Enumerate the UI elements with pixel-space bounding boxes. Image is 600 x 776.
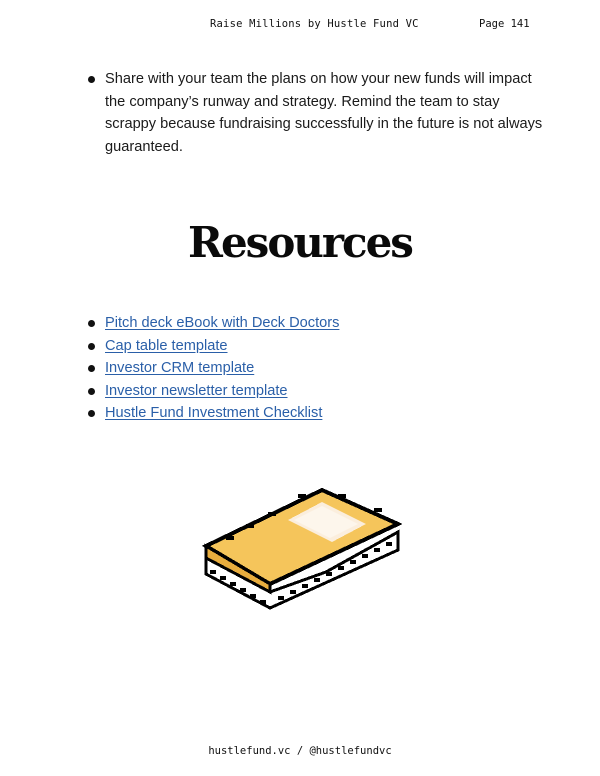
pixel-book-icon	[198, 488, 402, 616]
resource-item-investor-crm	[88, 357, 548, 380]
section-title: Resources	[188, 218, 412, 267]
resource-item-newsletter	[88, 380, 548, 403]
resource-item-cap-table	[88, 335, 548, 358]
intro-text: Share with your team the plans on how your new funds will impact the company’s runway and strategy. Remind the team to stay scrappy because fundraising successfully in the future is not always guaranteed.	[105, 71, 543, 155]
investor-newsletter-template-link[interactable]: Investor newsletter template	[105, 382, 288, 399]
intro-bullet-row	[88, 68, 548, 158]
investment-checklist-link[interactable]: Hustle Fund Investment Checklist	[105, 405, 323, 421]
bullet-icon	[88, 365, 95, 372]
intro-bullet	[88, 68, 548, 158]
bullet-icon	[88, 343, 95, 350]
resource-list	[88, 312, 548, 425]
page-number: Page 141	[479, 18, 530, 30]
cap-table-template-link[interactable]: Cap table template	[105, 337, 228, 354]
resource-item-pitch-deck	[88, 312, 548, 335]
bullet-icon	[88, 76, 95, 83]
page-footer: hustlefund.vc / @hustlefundvc	[208, 745, 392, 757]
pitch-deck-ebook-link[interactable]: Pitch deck eBook with Deck Doctors	[105, 315, 340, 331]
investor-crm-template-link[interactable]: Investor CRM template	[105, 360, 255, 376]
bullet-icon	[88, 410, 95, 417]
page-header	[0, 18, 600, 34]
header-title: Raise Millions by Hustle Fund VC	[210, 18, 419, 30]
bullet-icon	[88, 320, 95, 327]
bullet-icon	[88, 388, 95, 395]
resource-item-checklist	[88, 402, 548, 425]
